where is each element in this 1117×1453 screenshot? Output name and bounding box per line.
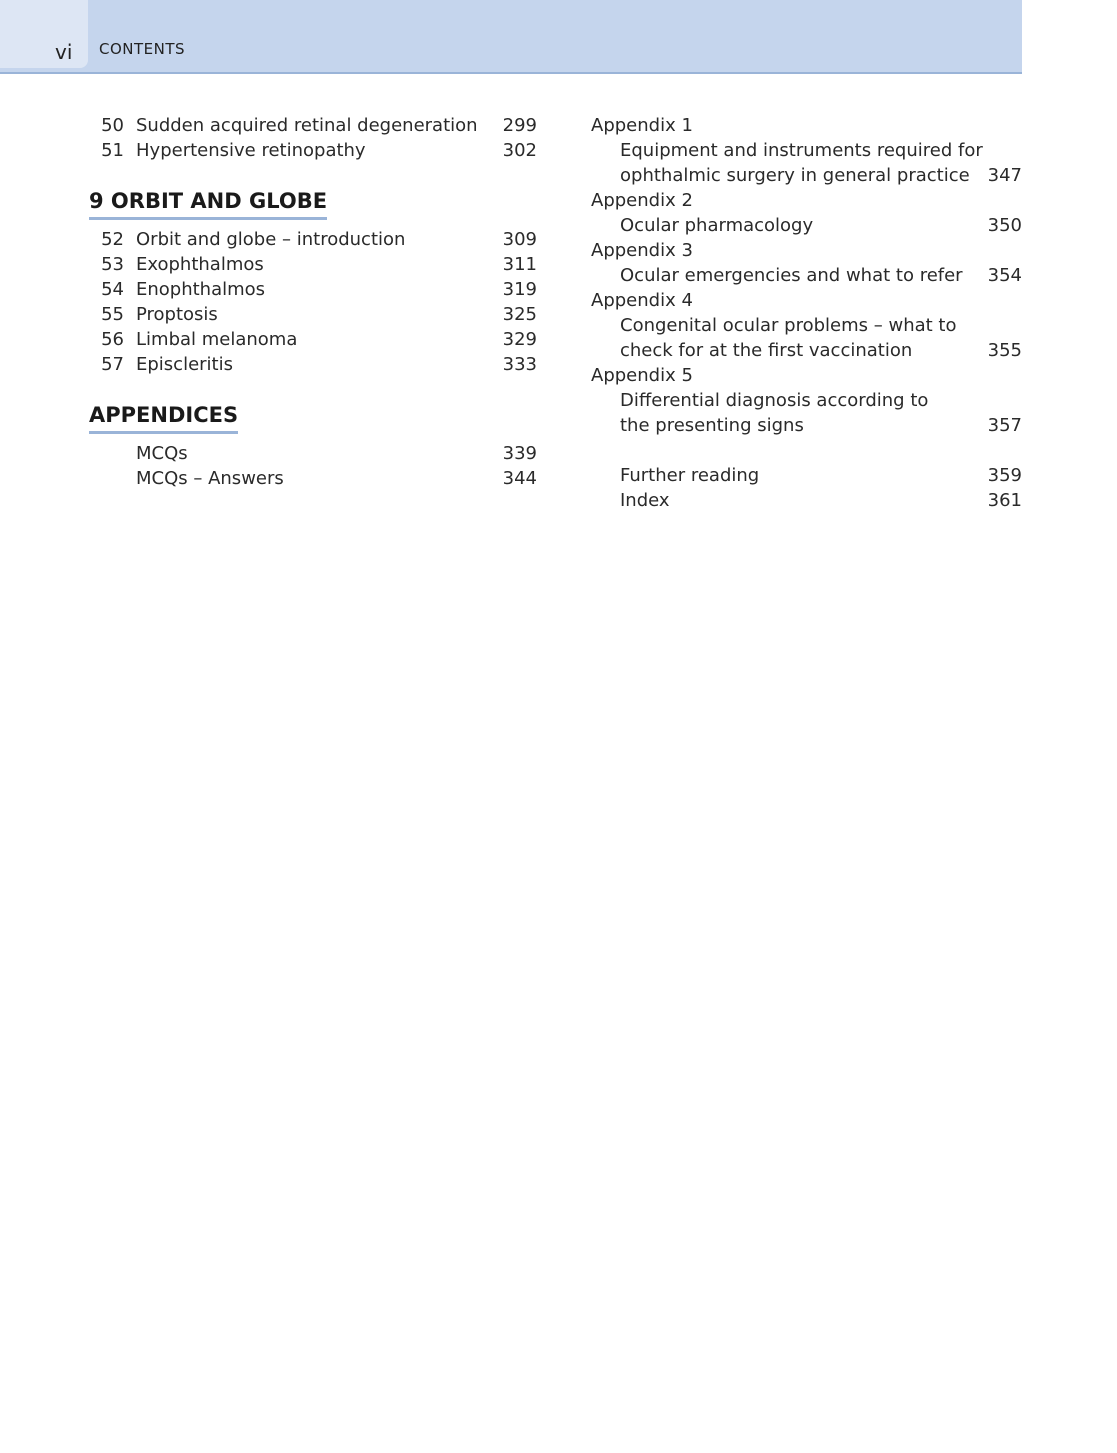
appendix-label	[591, 113, 1022, 138]
toc-entry[interactable]	[591, 488, 1022, 513]
entry-title: ophthalmic surgery in general practice	[620, 165, 970, 186]
page-ref: 311	[502, 254, 537, 275]
section-heading: 9 ORBIT AND GLOBE	[89, 188, 327, 220]
section-heading: APPENDICES	[89, 402, 238, 434]
toc-entry[interactable]	[591, 413, 1022, 438]
chapter-title: Exophthalmos	[136, 254, 264, 275]
entry-title: Index	[620, 490, 670, 511]
toc-entry[interactable]	[591, 138, 1022, 163]
chapter-number: 55	[101, 304, 124, 325]
chapter-title: Sudden acquired retinal degeneration	[136, 115, 478, 136]
toc-entry[interactable]	[591, 388, 1022, 413]
entry-title: Further reading	[620, 465, 760, 486]
page-ref: 347	[987, 165, 1022, 186]
appendix-label	[591, 288, 1022, 313]
toc-right-column	[591, 113, 1022, 513]
appendix-number: Appendix 4	[591, 290, 693, 311]
page-ref: 325	[502, 304, 537, 325]
chapter-number: 53	[101, 254, 124, 275]
toc-entry[interactable]	[89, 277, 537, 302]
toc-entry[interactable]	[591, 263, 1022, 288]
appendix-label	[591, 238, 1022, 263]
toc-entry[interactable]	[89, 138, 537, 163]
page-ref: 344	[502, 468, 537, 489]
page-ref: 357	[987, 415, 1022, 436]
entry-title: Ocular emergencies and what to refer	[620, 265, 963, 286]
appendix-number: Appendix 1	[591, 115, 693, 136]
page-ref: 355	[987, 340, 1022, 361]
toc-left-column	[89, 113, 537, 491]
chapter-number: 56	[101, 329, 124, 350]
chapter-number: 52	[101, 229, 124, 250]
chapter-title: Enophthalmos	[136, 279, 266, 300]
entry-title: MCQs	[136, 443, 188, 464]
page-ref: 299	[502, 115, 537, 136]
toc-entry[interactable]	[591, 213, 1022, 238]
section-heading-orbit-and-globe	[89, 188, 537, 220]
toc-entry[interactable]	[89, 113, 537, 138]
page-ref: 329	[502, 329, 537, 350]
toc-entry[interactable]	[89, 227, 537, 252]
entry-title: the presenting signs	[620, 415, 804, 436]
page-ref: 333	[502, 354, 537, 375]
page-ref: 350	[987, 215, 1022, 236]
entry-title: Equipment and instruments required for	[620, 140, 983, 161]
chapter-title: Hypertensive retinopathy	[136, 140, 366, 161]
page-number-tab	[0, 0, 88, 68]
appendix-label	[591, 363, 1022, 388]
toc-entry[interactable]	[591, 463, 1022, 488]
page-ref: 354	[987, 265, 1022, 286]
chapter-title: Episcleritis	[136, 354, 233, 375]
chapter-number: 51	[101, 140, 124, 161]
header-band	[0, 0, 1022, 74]
appendix-number: Appendix 5	[591, 365, 693, 386]
toc-entry[interactable]	[89, 352, 537, 377]
toc-entry[interactable]	[89, 441, 537, 466]
entry-title: MCQs – Answers	[136, 468, 284, 489]
chapter-number: 54	[101, 279, 124, 300]
page-ref: 302	[502, 140, 537, 161]
toc-entry[interactable]	[89, 252, 537, 277]
entry-title: Ocular pharmacology	[620, 215, 814, 236]
page-ref: 359	[987, 465, 1022, 486]
running-head: CONTENTS	[99, 40, 186, 58]
toc-entry[interactable]	[89, 466, 537, 491]
chapter-title: Orbit and globe – introduction	[136, 229, 406, 250]
entry-title: Differential diagnosis according to	[620, 390, 929, 411]
chapter-title: Proptosis	[136, 304, 218, 325]
page-ref: 361	[987, 490, 1022, 511]
entry-title: Congenital ocular problems – what to	[620, 315, 957, 336]
toc-entry[interactable]	[591, 313, 1022, 338]
page-ref: 319	[502, 279, 537, 300]
page-ref: 339	[502, 443, 537, 464]
chapter-number: 57	[101, 354, 124, 375]
chapter-number: 50	[101, 115, 124, 136]
section-heading-appendices	[89, 402, 537, 434]
appendix-number: Appendix 3	[591, 240, 693, 261]
page-number: vi	[55, 40, 73, 64]
appendix-number: Appendix 2	[591, 190, 693, 211]
toc-entry[interactable]	[591, 163, 1022, 188]
toc-entry[interactable]	[591, 338, 1022, 363]
entry-title: check for at the first vaccination	[620, 340, 913, 361]
chapter-title: Limbal melanoma	[136, 329, 298, 350]
toc-entry[interactable]	[89, 327, 537, 352]
toc-entry[interactable]	[89, 302, 537, 327]
page-ref: 309	[502, 229, 537, 250]
appendix-label	[591, 188, 1022, 213]
